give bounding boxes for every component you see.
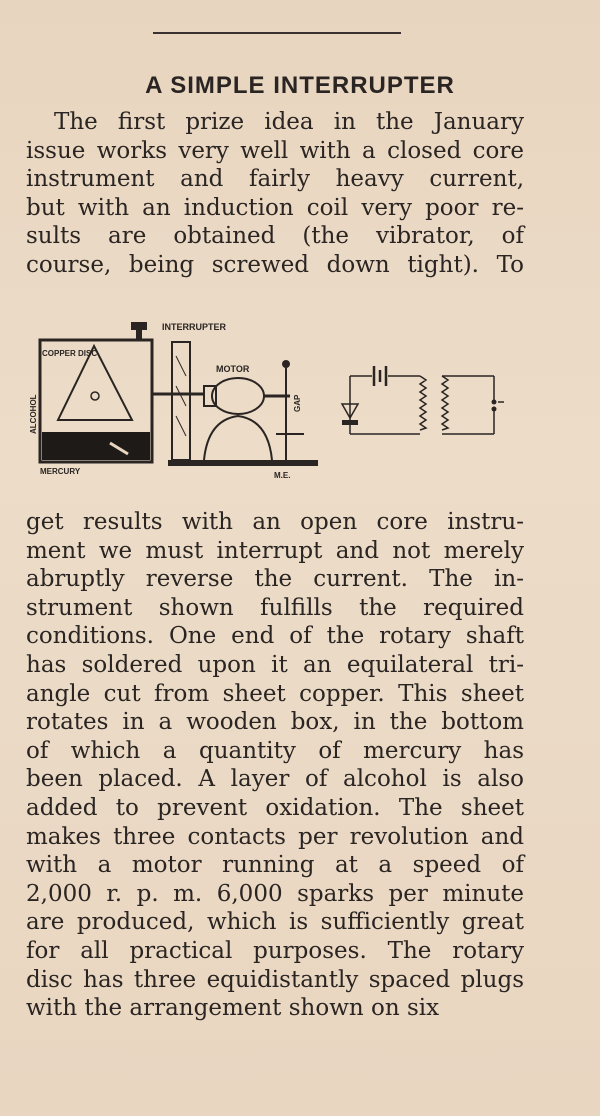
text-line: The first prize idea in the January xyxy=(54,109,524,135)
text-line: makes three contacts per revolution and xyxy=(26,823,524,850)
text-line: abruptly reverse the current. The in- xyxy=(26,566,524,593)
text-line: disc has three equidistantly spaced plugs xyxy=(26,966,524,993)
text-line: sults are obtained (the vibrator, of xyxy=(26,223,524,250)
text-line: 2,000 r. p. m. 6,000 sparks per minute xyxy=(26,880,524,907)
gap-terminal xyxy=(282,360,290,368)
text-line: with the arrangement shown on six xyxy=(26,995,440,1022)
article-title: A SIMPLE INTERRUPTER xyxy=(145,72,455,99)
glass-plate xyxy=(172,342,190,460)
label-interrupter: INTERRUPTER xyxy=(162,322,227,332)
motor-stand xyxy=(204,416,272,460)
mercury-layer xyxy=(42,432,150,460)
label-copper-disc: COPPER DISC xyxy=(42,349,98,358)
secondary-coil xyxy=(442,376,448,430)
text-line: instrument and fairly heavy current, xyxy=(26,166,524,193)
paragraph-2 xyxy=(26,508,524,1023)
text-line: strument shown fulfills the required xyxy=(26,594,524,621)
terminal-knob xyxy=(131,322,147,330)
text-line: has soldered upon it an equilateral tri- xyxy=(26,651,524,678)
label-motor: MOTOR xyxy=(216,364,250,374)
text-line: but with an induction coil very poor re- xyxy=(26,194,524,221)
hatch-line xyxy=(176,356,186,376)
primary-coil xyxy=(420,376,426,430)
text-line: with a motor running at a speed of xyxy=(26,852,524,879)
label-mercury: MERCURY xyxy=(40,467,81,476)
spark-gap-electrode xyxy=(492,400,497,405)
shaft-hole xyxy=(91,392,99,400)
label-alcohol: ALCOHOL xyxy=(29,394,38,434)
spark-gap-electrode xyxy=(492,407,497,412)
text-line: angle cut from sheet copper. This sheet xyxy=(26,680,524,707)
paragraph-1 xyxy=(26,108,524,280)
text-line: been placed. A layer of alcohol is also xyxy=(26,766,524,793)
text-line: issue works very well with a closed core xyxy=(26,137,524,164)
section-divider xyxy=(153,32,401,34)
text-line: for all practical purposes. The rotary xyxy=(26,937,524,964)
text-line: are produced, which is sufficiently great xyxy=(26,909,524,936)
diagram-svg xyxy=(28,316,528,486)
hatch-line xyxy=(176,416,186,436)
text-line: conditions. One end of the rotary shaft xyxy=(26,623,524,650)
text-line: get results with an open core instru- xyxy=(26,509,524,535)
motor-body xyxy=(212,378,264,414)
text-line: ment we must interrupt and not merely xyxy=(26,537,524,564)
base-board xyxy=(168,460,318,466)
text-line: course, being screwed down tight). To xyxy=(26,251,524,278)
mercury-symbol xyxy=(342,420,358,425)
interrupter-diagram xyxy=(28,316,528,486)
label-me: M.E. xyxy=(274,471,291,480)
text-line: added to prevent oxidation. The sheet xyxy=(26,794,524,821)
hatch-line xyxy=(176,386,186,406)
text-line: rotates in a wooden box, in the bottom xyxy=(26,709,524,736)
text-line: of which a quantity of mercury has xyxy=(26,737,524,764)
label-gap: GAP xyxy=(293,394,302,412)
